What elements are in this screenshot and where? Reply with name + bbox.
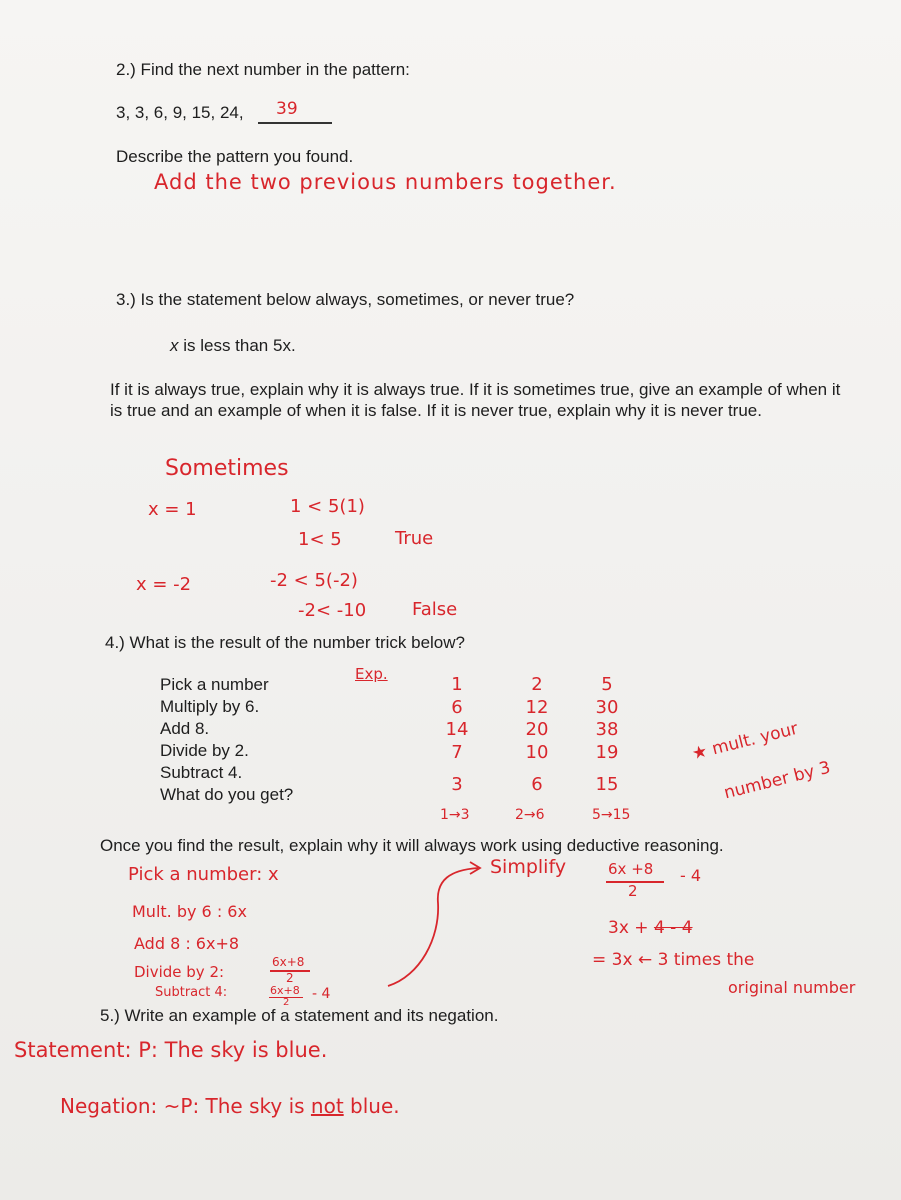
q5-prompt: 5.) Write an example of a statement and its negation. [100, 1006, 499, 1025]
q4-hw-note-line2: number by 3 [722, 757, 833, 804]
q4-hw-simp-den: 2 [628, 882, 638, 900]
q4-hw-simp-struck: 4 - 4 [653, 918, 693, 938]
q3-instructions: If it is always true, explain why it is always true. If it is sometimes true, give an example of when it is true and an example of when it is false. If it is never true, explain why it is never true. [110, 380, 841, 420]
q4-hw-subtract: Subtract 4: [155, 985, 228, 1000]
q4-step: Divide by 2. [160, 741, 249, 760]
q4-hw-note-line1: ★ mult. your [690, 718, 801, 765]
q4-hw-simp-step-lead: 3x + [608, 918, 649, 938]
q2-describe-label: Describe the pattern you found. [116, 147, 354, 166]
q3-prompt: 3.) Is the statement below always, sometimes, or never true? [116, 290, 575, 309]
q4-hw-col3-value: 19 [595, 741, 619, 763]
q4-hw-map-2: 2→6 [515, 807, 545, 823]
q4-hw-col1-value: 1 [451, 674, 463, 695]
q4-hw-final2: original number [728, 978, 856, 997]
q4-explain-prompt: Once you find the result, explain why it will always work using deductive reasoning. [100, 836, 724, 855]
q3-statement-var: x [170, 336, 179, 355]
q4-hw-simp-step [608, 918, 693, 938]
q3-hw-ex2-x: x = -2 [136, 574, 192, 595]
q4-hw-exp-label: Exp. [355, 665, 388, 683]
q4-hw-col1-value: 14 [445, 719, 469, 740]
q3-hw-ex2-result: False [412, 599, 458, 620]
q3-hw-answer: Sometimes [165, 456, 289, 481]
q4-hw-subtract-den: 2 [283, 997, 290, 1008]
q4-hw-subtract-expr: 6x+8 [270, 984, 300, 997]
q4-hw-col3-value: 15 [595, 774, 619, 795]
q4-hw-divide-den: 2 [286, 971, 294, 985]
q4-hw-simp-tail: - 4 [680, 866, 702, 885]
q5-hw-negation-not: not [310, 1094, 344, 1118]
q4-step: Pick a number [160, 675, 269, 694]
q4-hw-col2-value: 20 [525, 719, 549, 740]
q4-hw-divide: Divide by 2: [134, 963, 225, 981]
q2-answer: 39 [276, 99, 298, 119]
q4-hw-col2-value: 12 [525, 696, 549, 718]
q4-hw-divide-num: 6x+8 [272, 955, 305, 969]
q4-hw-mult: Mult. by 6 : 6x [132, 902, 247, 921]
q5-hw-negation-pre: Negation: ~P: The sky is [60, 1094, 305, 1118]
q4-hw-col-2 [522, 674, 552, 797]
q4-step: Add 8. [160, 719, 210, 738]
q3-hw-ex1-result: True [395, 528, 434, 549]
q3-hw-ex1-line2: 1< 5 [298, 529, 342, 550]
q3-statement-rest: is less than 5x. [178, 336, 296, 355]
q4-hw-col1-value: 6 [451, 696, 463, 718]
q4-hw-simp-num: 6x +8 [608, 860, 654, 878]
q4-step: What do you get? [160, 785, 294, 804]
q2-handwritten-description: Add the two previous numbers together. [154, 170, 617, 194]
q4-hw-col3-value: 5 [601, 674, 613, 695]
q3-hw-ex2-line2: -2< -10 [298, 600, 367, 621]
q4-hw-add: Add 8 : 6x+8 [134, 934, 240, 953]
q3-hw-ex1-x: x = 1 [148, 499, 197, 520]
q5-hw-negation-post: blue. [350, 1094, 400, 1118]
q4-hw-col2-value: 10 [525, 741, 549, 763]
q2-prompt: 2.) Find the next number in the pattern: [116, 60, 410, 79]
q4-hw-subtract-tail: - 4 [312, 986, 331, 1002]
q4-step: Subtract 4. [160, 763, 243, 782]
q5-hw-negation [60, 1094, 400, 1118]
q4-step: Multiply by 6. [160, 697, 260, 716]
q4-prompt: 4.) What is the result of the number trick below? [105, 633, 465, 652]
q4-hw-col3-value: 38 [595, 719, 619, 740]
q5-hw-statement: Statement: P: The sky is blue. [14, 1038, 328, 1062]
q4-steps-list [160, 675, 293, 807]
q4-hw-final: = 3x ← 3 times the [592, 950, 755, 970]
q4-hw-pick: Pick a number: x [128, 864, 279, 885]
q4-hw-col1-value: 7 [451, 741, 463, 763]
q4-hw-col2-value: 6 [531, 774, 543, 795]
q4-hw-map-1: 1→3 [440, 807, 470, 823]
q4-hw-col3-value: 30 [595, 696, 619, 718]
q2-sequence: 3, 3, 6, 9, 15, 24, [116, 103, 244, 122]
q3-hw-ex1-line1: 1 < 5(1) [290, 496, 365, 517]
q3-hw-ex2-line1: -2 < 5(-2) [270, 570, 358, 591]
q4-hw-col-1 [445, 674, 469, 797]
q4-hw-simplify: Simplify [490, 856, 567, 878]
q4-hw-col2-value: 2 [531, 674, 543, 695]
q2-answer-blank [258, 122, 332, 124]
q4-hw-arrow [380, 858, 490, 993]
q3-statement [170, 336, 296, 356]
q4-hw-col1-value: 3 [451, 774, 463, 795]
q4-hw-col-3 [590, 674, 624, 797]
q4-hw-map-3: 5→15 [592, 807, 631, 823]
